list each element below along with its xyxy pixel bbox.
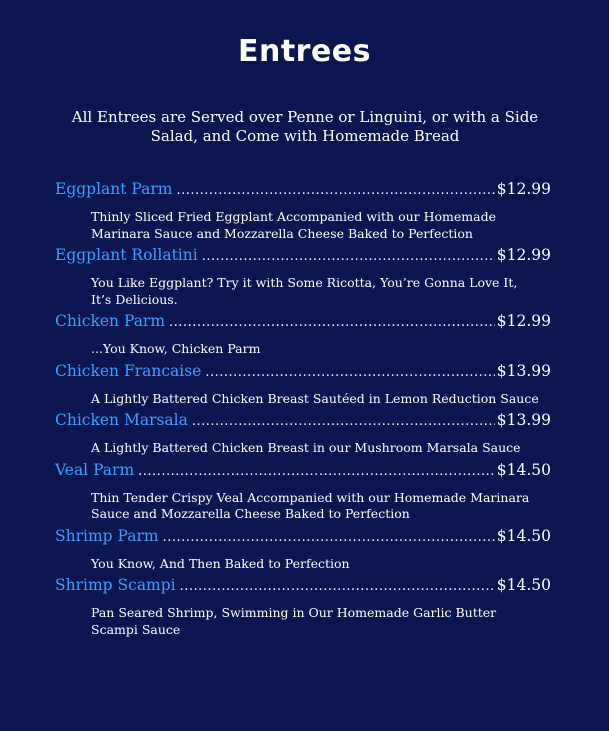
item-description: You Like Eggplant? Try it with Some Ricotta, You’re Gonna Love It, It’s Delicious. [91,275,518,307]
item-description: A Lightly Battered Chicken Breast Sautéed in Lemon Reduction Sauce [91,390,539,406]
item-price: $14.50 [496,576,551,594]
dot-leader [202,249,495,264]
item-name: Shrimp Scampi [55,576,176,594]
item-name: Chicken Parm [55,312,166,330]
menu-item [55,362,551,408]
dot-leader [205,365,494,380]
item-name: Eggplant Parm [55,180,173,198]
item-description: A Lightly Battered Chicken Breast in our Mushroom Marsala Sauce [91,440,521,455]
menu-item [55,527,551,573]
menu-item [55,246,551,308]
dot-leader [163,530,495,545]
item-price: $14.50 [496,460,551,479]
item-price: $12.99 [496,246,551,264]
item-name: Chicken Francaise [55,361,202,380]
dot-leader [177,183,495,198]
page-title: Entrees [237,34,372,69]
dot-leader [138,464,495,479]
item-price: $14.50 [496,526,551,545]
menu-item [55,576,551,638]
dot-leader [192,414,495,429]
item-name: Eggplant Rollatini [55,246,198,264]
dot-leader [169,315,495,330]
item-name: Shrimp Parm [55,526,159,545]
menu-item [55,411,551,457]
item-price: $13.99 [496,411,551,429]
item-description: ...You Know, Chicken Parm [91,341,261,356]
item-description: Thin Tender Crispy Veal Accompanied with our Homemade Marinara Sauce and Mozzarella Cheese Baked to Perfection [91,489,530,521]
item-description: Pan Seared Shrimp, Swimming in Our Homemade Garlic Butter Scampi Sauce [91,605,497,637]
menu-item [55,312,551,358]
dot-leader [180,579,495,594]
item-name: Veal Parm [55,460,135,479]
item-price: $13.99 [496,361,551,380]
menu-item [55,180,551,242]
item-name: Chicken Marsala [55,411,188,429]
item-price: $12.99 [496,180,551,198]
item-description: Thinly Sliced Fried Eggplant Accompanied with our Homemade Marinara Sauce and Mozzarella Cheese Baked to Perfection [91,209,496,241]
menu-item [55,461,551,523]
item-description: You Know, And Then Baked to Perfection [91,555,350,571]
page-subtitle: All Entrees are Served over Penne or Linguini, or with a Side Salad, and Come with Homemade Bread [71,108,539,145]
entree-list [55,180,551,642]
item-price: $12.99 [496,312,551,330]
